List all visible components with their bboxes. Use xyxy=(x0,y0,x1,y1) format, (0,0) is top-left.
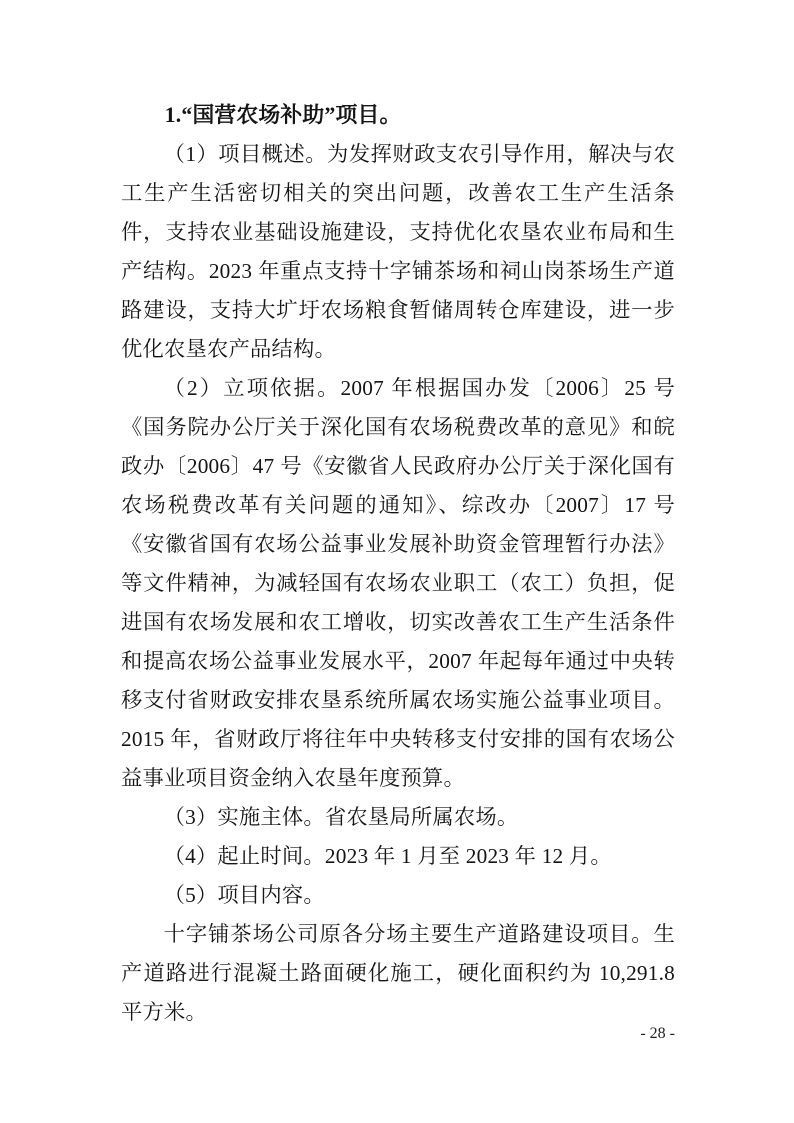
paragraph-project-content-label: （5）项目内容。 xyxy=(163,883,325,907)
section-heading: 1.“国营农场补助”项目。 xyxy=(164,103,402,127)
paragraph-project-content-detail: 十字铺茶场公司原各分场主要生产道路建设项目。生产道路进行混凝土路面硬化施工，硬化面积约为 10,291.8 平方米。 xyxy=(121,922,675,1024)
document-body xyxy=(121,96,675,1032)
paragraph-project-basis: （2）立项依据。2007 年根据国办发〔2006〕25 号《国务院办公厅关于深化国有农场税费改革的意见》和皖政办〔2006〕47 号《安徽省人民政府办公厅关于深化国有农场税费改革有关问题的通知》、综改办〔2007〕17 号《安徽省国有农场公益事业发展补助资金管理暂行办法》等文件精神，为减轻国有农场农业职工（农工）负担，促进国有农场发展和农工增收，切实改善农工生产生活条件和提高农场公益事业发展水平，2007 年起每年通过中央转移支付省财政安排农垦系统所属农场实施公益事业项目。2015 年，省财政厅将往年中央转移支付安排的国有农场公益事业项目资金纳入农垦年度预算。 xyxy=(121,376,675,790)
paragraph-project-overview: （1）项目概述。为发挥财政支农引导作用，解决与农工生产生活密切相关的突出问题，改善农工生产生活条件，支持农业基础设施建设，支持优化农垦农业布局和生产结构。2023 年重点支持十字铺茶场和祠山岗茶场生产道路建设，支持大圹圩农场粮食暂储周转仓库建设，进一步优化农垦农产品结构。 xyxy=(121,142,675,361)
paragraph-implementing-body: （3）实施主体。省农垦局所属农场。 xyxy=(163,805,519,829)
paragraph-time-span: （4）起止时间。2023 年 1 月至 2023 年 12 月。 xyxy=(163,844,612,868)
page-footer xyxy=(121,1023,675,1045)
page-number: - 28 - xyxy=(640,1025,675,1042)
